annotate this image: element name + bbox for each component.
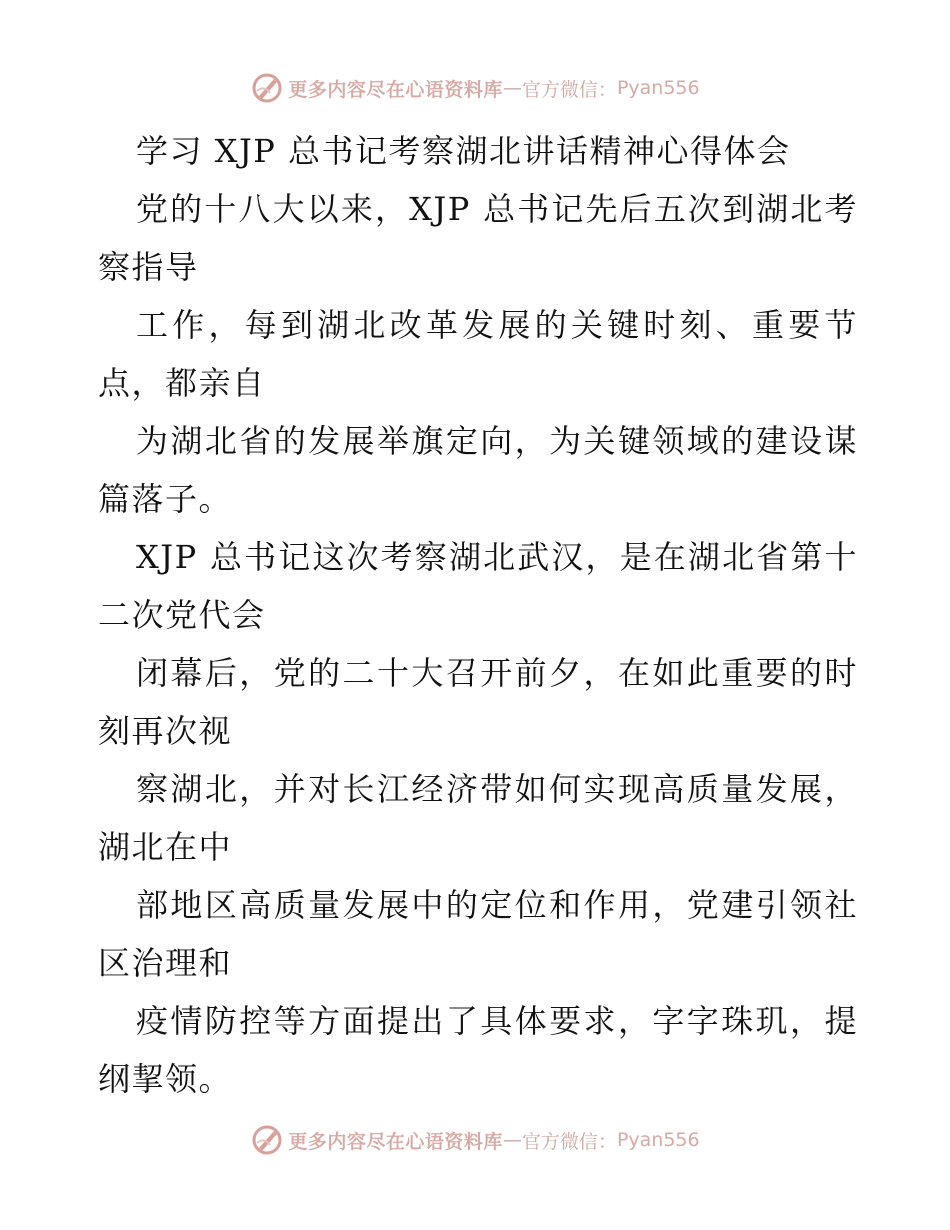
header-banner [0, 70, 950, 106]
paragraph-1: 党的十八大以来，XJP 总书记先后五次到湖北考察指导 [98, 190, 858, 286]
banner-separator: — [502, 77, 522, 99]
paragraph-3: 为湖北省的发展举旗定向，为关键领域的建设谋篇落子。 [98, 422, 858, 518]
banner-separator: — [502, 1129, 522, 1151]
banner-wechat-label: 官方微信： [521, 78, 617, 101]
document-title: 学习 XJP 总书记考察湖北讲话精神心得体会 [136, 132, 791, 170]
paragraph-4: XJP 总书记这次考察湖北武汉，是在湖北省第十二次党代会 [98, 538, 858, 634]
banner-wechat-id: Pyan556 [616, 1129, 700, 1151]
banner-main-text: 更多内容尽在心语资料库 [288, 78, 503, 101]
banner-wechat-id: Pyan556 [616, 77, 700, 99]
logo-icon [250, 1123, 284, 1157]
paragraph-7: 部地区高质量发展中的定位和作用，党建引领社区治理和 [98, 886, 858, 982]
footer-banner [0, 1122, 950, 1158]
banner-wechat-label: 官方微信： [521, 1130, 617, 1153]
paragraph-6: 察湖北，并对长江经济带如何实现高质量发展，湖北在中 [98, 770, 858, 866]
paragraph-8: 疫情防控等方面提出了具体要求，字字珠玑，提纲挈领。 [98, 1002, 858, 1098]
paragraph-5: 闭幕后，党的二十大召开前夕，在如此重要的时刻再次视 [98, 654, 858, 750]
paragraph-2: 工作，每到湖北改革发展的关键时刻、重要节点，都亲自 [98, 306, 858, 402]
document-body [98, 122, 858, 1108]
logo-icon [250, 71, 284, 105]
banner-main-text: 更多内容尽在心语资料库 [288, 1130, 503, 1153]
